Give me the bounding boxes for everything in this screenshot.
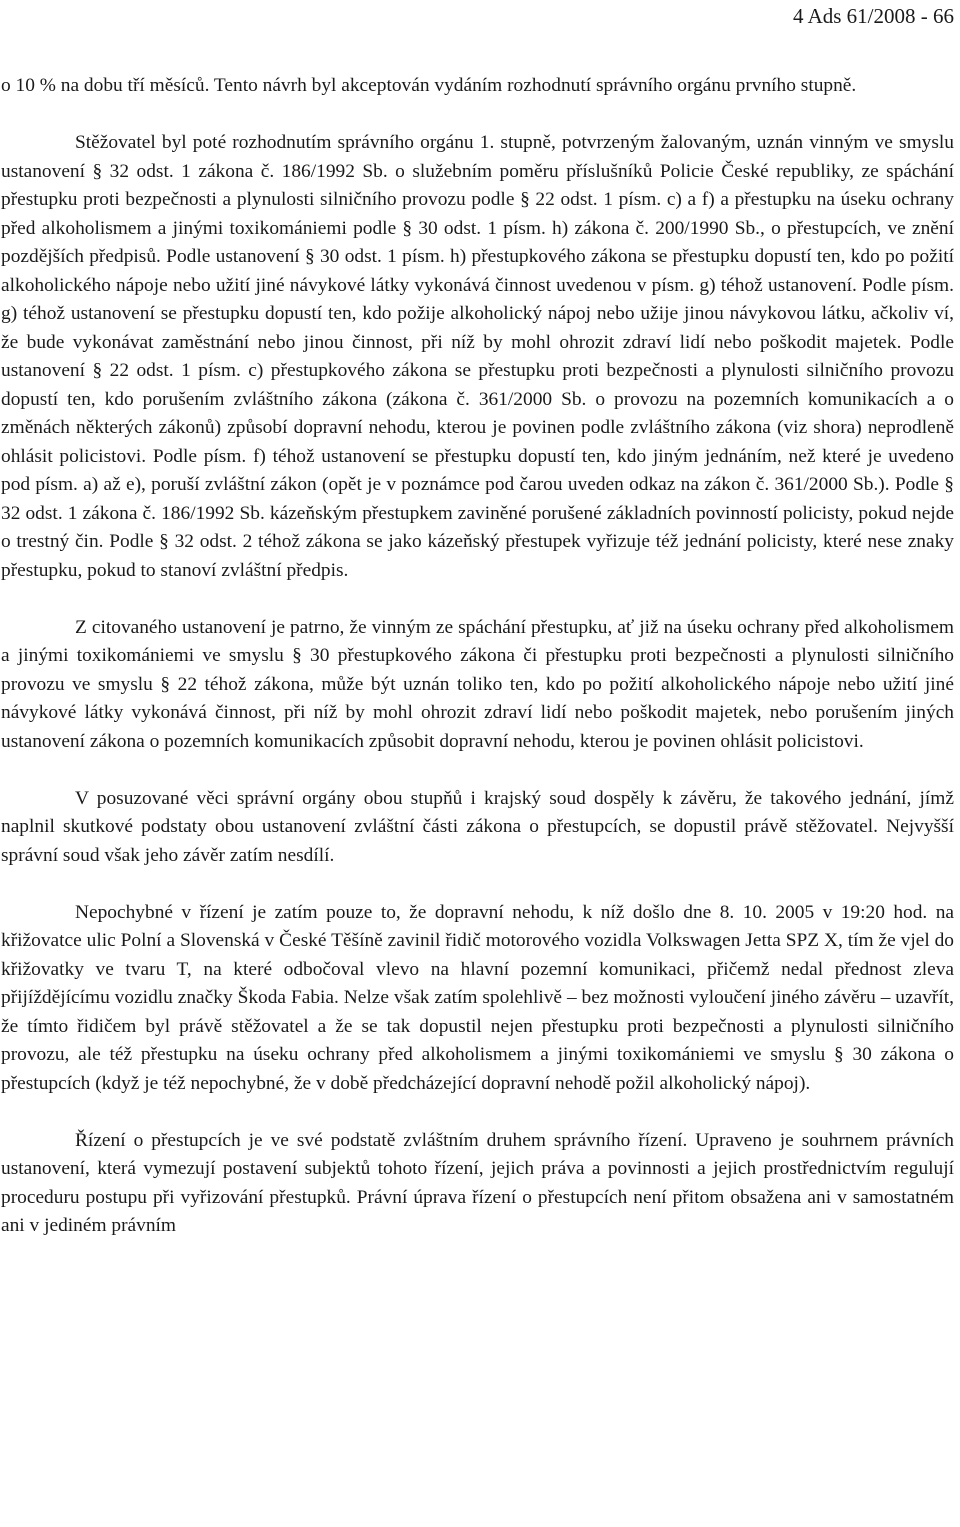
paragraph: Řízení o přestupcích je ve své podstatě zvláštním druhem správního řízení. Upraveno je souhrnem právních ustanovení, která vymezují postavení subjektů tohoto řízení, jejich práva a povinnosti a jejich prostřednictvím regulují proceduru postupu při vyřizování přestupků. Právní úprava řízení o přestupcích není přitom obsažena ani v samostatném ani v jediném právním <box>1 1129 954 1236</box>
paragraph: Stěžovatel byl poté rozhodnutím správního orgánu 1. stupně, potvrzeným žalovaným, uznán vinným ve smyslu ustanovení § 32 odst. 1 zákona č. 186/1992 Sb. o služebním poměru příslušníků Policie České republiky, ze spáchání přestupku proti bezpečnosti a plynulosti silničního provozu podle § 22 odst. 1 písm. c) a f) a přestupku na úseku ochrany před alkoholismem a jinými toxikomániemi podle § 30 odst. 1 písm. h) zákona č. 200/1990 Sb., o přestupcích, ve znění pozdějších předpisů. Podle ustanovení § 30 odst. 1 písm. h) přestupkového zákona se přestupku dopustí ten, kdo po požití alkoholického nápoje nebo užití jiné návykové látky vykonává činnost uvedenou v písm. g) téhož ustanovení. Podle písm. g) téhož ustanovení se přestupku dopustí ten, kdo požije alkoholický nápoj nebo užije jinou návykovou látku, ačkoliv ví, že bude vykonávat zaměstnání nebo jinou činnost, při níž by mohl ohrozit zdraví lidí nebo poškodit majetek. Podle ustanovení § 22 odst. 1 písm. c) přestupkového zákona se přestupku proti bezpečnosti a plynulosti silničního provozu dopustí ten, kdo porušením zvláštního zákona (zákona č. 361/2000 Sb. o provozu na pozemních komunikacích a o změnách některých zákonů) způsobí dopravní nehodu, kterou je povinen podle zvláštního zákona (viz shora) neprodleně ohlásit policistovi. Podle písm. f) téhož ustanovení se přestupku dopustí ten, kdo jiným jednáním, než které je uvedeno pod písm. a) až e), poruší zvláštní zákon (opět je v poznámce pod čarou uveden odkaz na zákon č. 361/2000 Sb.). Podle § 32 odst. 1 zákona č. 186/1992 Sb. kázeňským přestupkem zaviněné porušené základních povinností policisty, pokud nejde o trestný čin. Podle § 32 odst. 2 téhož zákona se jako kázeňský přestupek vyřizuje též jednání policisty, které nese znaky přestupku, pokud to stanoví zvláštní předpis. <box>1 132 954 581</box>
paragraph: V posuzované věci správní orgány obou stupňů i krajský soud dospěly k závěru, že takového jednání, jímž naplnil skutkové podstaty obou ustanovení zvláštní části zákona o přestupcích, se dopustil právě stěžovatel. Nejvyšší správní soud však jeho závěr zatím nesdílí. <box>1 787 954 866</box>
case-reference: 4 Ads 61/2008 - 66 <box>792 4 954 28</box>
document-body <box>1 72 954 1241</box>
paragraph: Nepochybné v řízení je zatím pouze to, že dopravní nehodu, k níž došlo dne 8. 10. 2005 v 19:20 hod. na křižovatce ulic Polní a Slovenská v České Těšíně zavinil řidič motorového vozidla Volkswagen Jetta SPZ X, tím že vjel do křižovatky ve tvaru T, na které odbočoval vlevo na hlavní pozemní komunikaci, přičemž nedal přednost zleva přijíždějícímu vozidlu značky Škoda Fabia. Nelze však zatím spolehlivě – bez možnosti vyloučení jiného závěru – uzavřít, že tímto řidičem byl právě stěžovatel a že se tak dopustil nejen přestupku proti bezpečnosti a plynulosti silničního provozu, ale též přestupku na úseku ochrany před alkoholismem a jinými toxikomániemi ve smyslu § 30 zákona o přestupcích (když je též nepochybné, že v době předcházející dopravní nehodě požil alkoholický nápoj). <box>1 901 954 1094</box>
paragraph: o 10 % na dobu tří měsíců. Tento návrh byl akceptován vydáním rozhodnutí správního orgánu prvního stupně. <box>1 75 857 96</box>
paragraph: Z citovaného ustanovení je patrno, že vinným ze spáchání přestupku, ať již na úseku ochrany před alkoholismem a jinými toxikomániemi ve smyslu § 30 přestupkového zákona či přestupku proti bezpečnosti a plynulosti silničního provozu ve smyslu § 22 téhož zákona, může být uznán toliko ten, kdo po požití alkoholického nápoje nebo užití jiné návykové látky vykonává činnost, při níž by mohl ohrozit zdraví lidí nebo poškodit majetek, nebo porušením jiných ustanovení zákona o pozemních komunikacích způsobit dopravní nehodu, kterou je povinen ohlásit policistovi. <box>1 616 954 752</box>
